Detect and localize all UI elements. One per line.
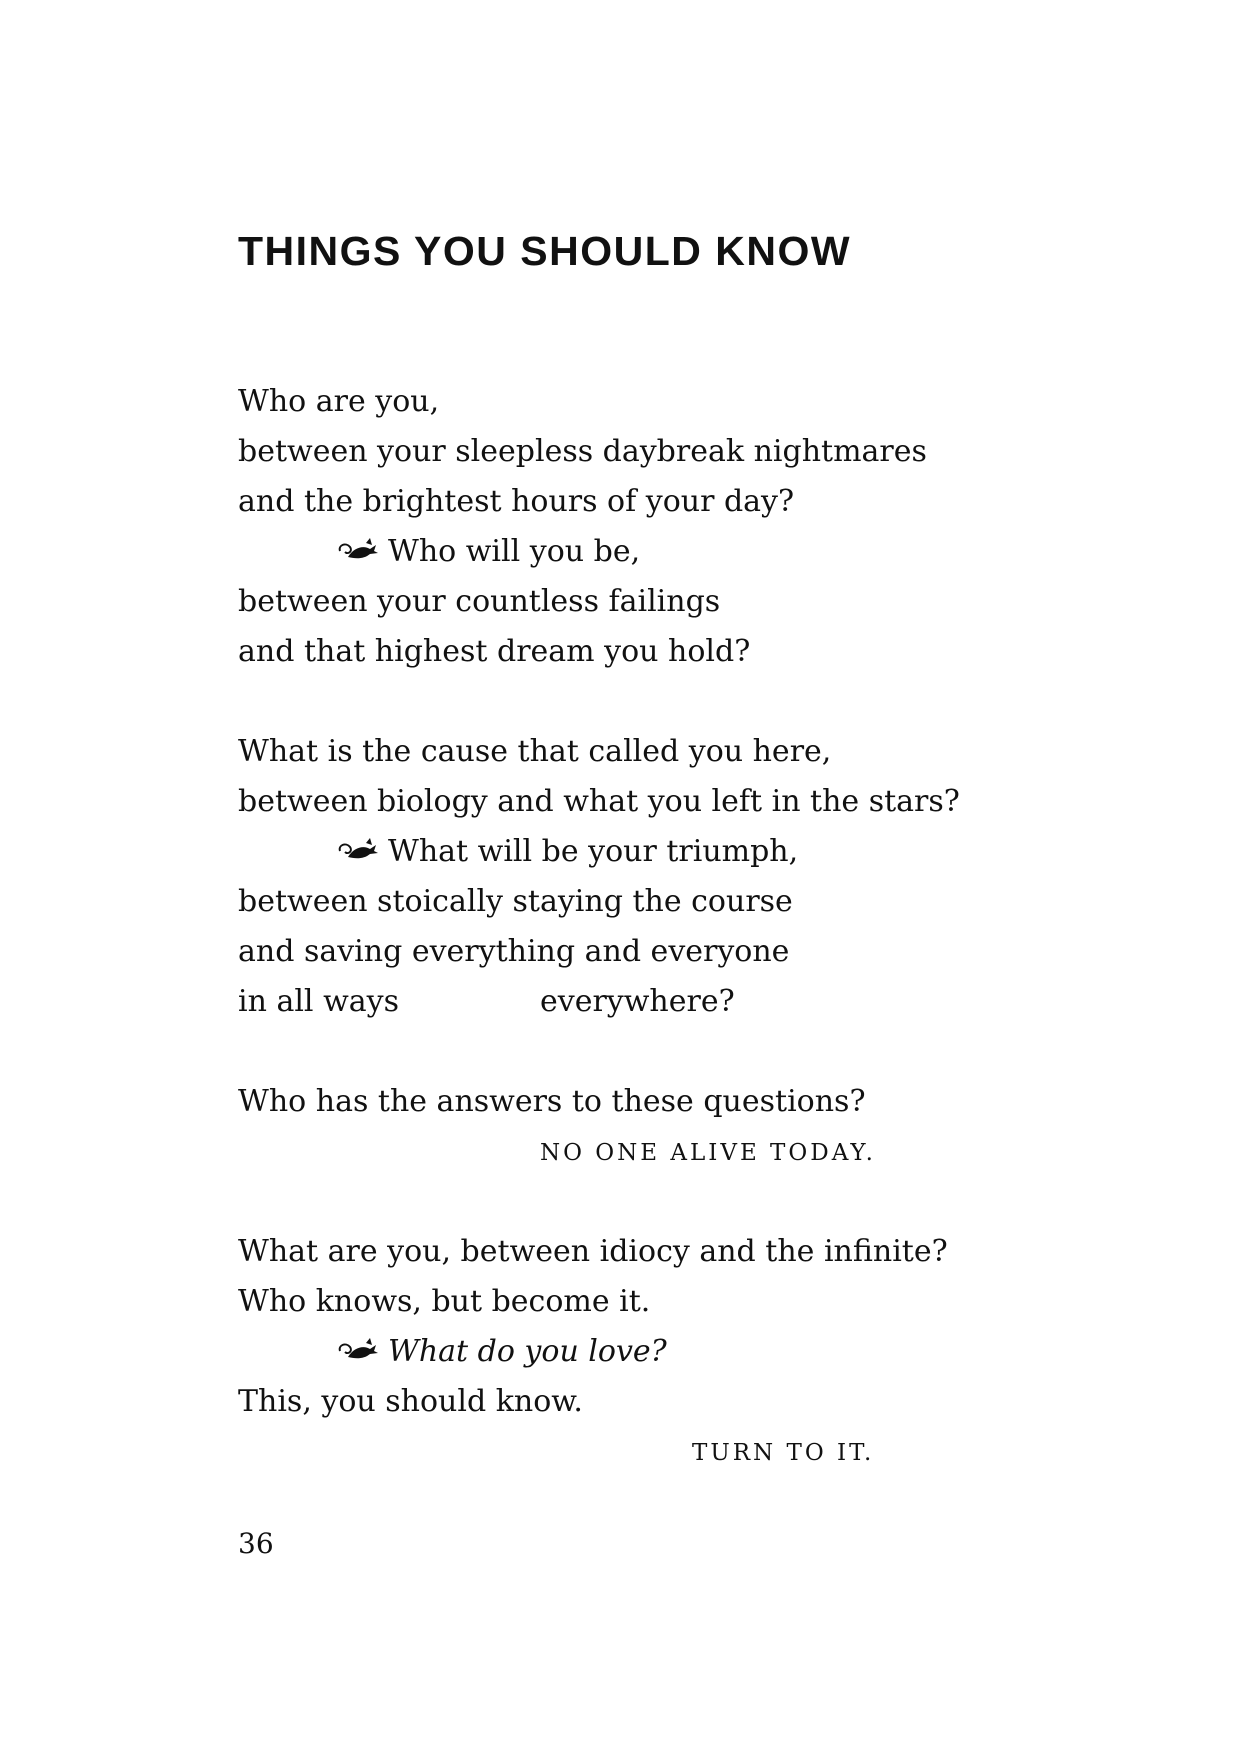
page-number: 36	[238, 1527, 274, 1560]
poem-line: between your countless failings	[238, 584, 721, 619]
poem-line: Who knows, but become it.	[238, 1284, 651, 1319]
fleuron-icon	[336, 537, 380, 563]
poem-answer: NO ONE ALIVE TODAY.	[540, 1140, 876, 1166]
poem-line-indented	[336, 1332, 667, 1372]
poem-title: THINGS YOU SHOULD KNOW	[238, 228, 852, 274]
poem-line: and saving everything and everyone	[238, 934, 790, 969]
poem-line-text-italic: What do you love?	[388, 1334, 667, 1369]
poem-line-spaced-word: everywhere?	[540, 984, 735, 1019]
fleuron-icon	[336, 1337, 380, 1363]
fleuron-icon	[336, 837, 380, 863]
poem-line: What are you, between idiocy and the infinite?	[238, 1234, 948, 1269]
poem-line: between biology and what you left in the stars?	[238, 784, 960, 819]
poem-line-text: What will be your triumph,	[388, 834, 799, 869]
poem-line: between stoically staying the course	[238, 884, 793, 919]
poem-line: and the brightest hours of your day?	[238, 484, 795, 519]
poem-line: Who are you,	[238, 384, 440, 419]
poem-line-indented	[336, 832, 798, 872]
poem-line: between your sleepless daybreak nightmares	[238, 434, 927, 469]
poem-line: and that highest dream you hold?	[238, 634, 751, 669]
poem-line-text: Who will you be,	[388, 534, 641, 569]
poem-closing: TURN TO IT.	[692, 1440, 875, 1466]
poem-line: What is the cause that called you here,	[238, 734, 832, 769]
poem-line-indented	[336, 532, 640, 572]
poem-line: in all ways	[238, 984, 399, 1019]
poem-line: Who has the answers to these questions?	[238, 1084, 866, 1119]
poem-line: This, you should know.	[238, 1384, 583, 1419]
